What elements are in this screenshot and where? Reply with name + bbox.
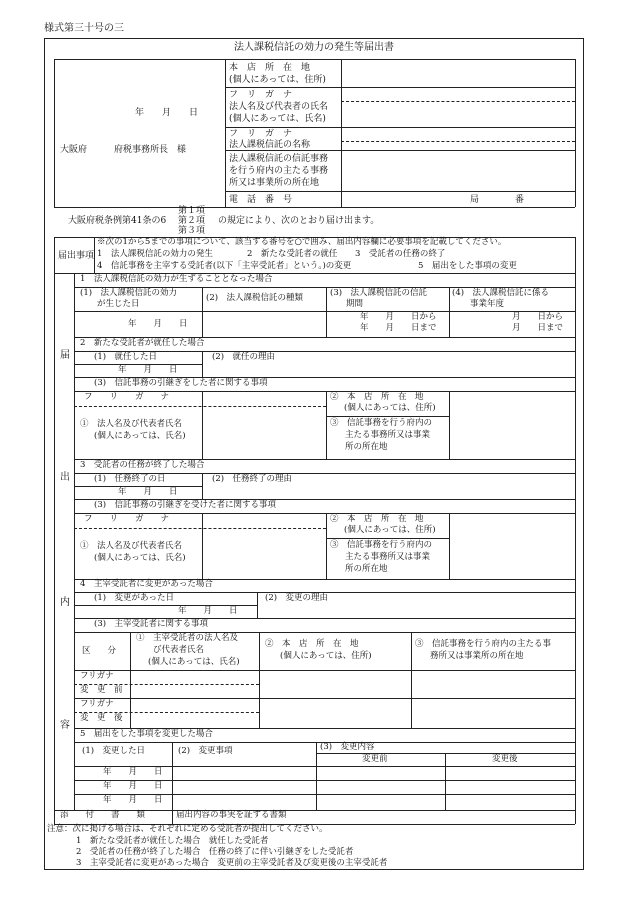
s2-name: ① 法人名及び代表者氏名 <box>80 419 183 429</box>
s4-h3b: 務所又は事業所の所在地 <box>430 651 524 661</box>
s3-name: ① 法人名及び代表者氏名 <box>80 541 183 551</box>
ordinance-item2: 第２項 <box>178 216 206 226</box>
s4-furigana-after: フリガナ <box>80 699 114 709</box>
s5-date-3: 年 月 日 <box>103 795 163 805</box>
s1-c3a: (3) 法人課税信託の信託 <box>330 288 428 298</box>
s2-office-1: ③ 信託事務を行う府内の <box>330 418 433 428</box>
form-title: 法人課税信託の効力の発生等届出書 <box>234 42 394 53</box>
s1-year-to: 月 日まで <box>512 323 564 333</box>
hq-address-label: 本 店 所 在 地 <box>229 63 311 73</box>
content-label-3: 内 <box>60 597 70 608</box>
matters-opt2: 2 新たな受託者の就任 <box>247 249 338 259</box>
s1-title: 1 法人課税信託の効力が生ずることとなった場合 <box>80 274 273 284</box>
s1-c4a: (4) 法人課税信託に係る <box>452 288 550 298</box>
s4-h2b: (個人にあっては、住所) <box>280 651 372 661</box>
trust-name-label: 法人課税信託の名称 <box>229 140 311 150</box>
s2-date: 年 月 日 <box>118 365 178 375</box>
s4-c3: (3) 主宰受託者に関する事項 <box>94 619 209 629</box>
s5-c2: (2) 変更事項 <box>178 746 233 756</box>
matters-label: 届出事項 <box>58 251 95 261</box>
s3-addr: ② 本 店 所 在 地 <box>330 514 424 524</box>
s2-name-note: (個人にあっては、氏名) <box>94 431 186 441</box>
s4-c2: (2) 変更の理由 <box>265 593 329 603</box>
s3-c3: (3) 信託事務の引継ぎを受けた者に関する事項 <box>94 500 277 510</box>
s2-addr-note: (個人にあっては、住所) <box>344 403 436 413</box>
s3-office-1: ③ 信託事務を行う府内の <box>330 540 433 550</box>
ordinance-prefix: 大阪府税条例第41条の6 <box>68 216 167 226</box>
s1-c1b: が生じた日 <box>97 299 140 309</box>
s4-furigana-before: フリガナ <box>80 671 114 681</box>
attach-value: 届出内容の事実を証する書類 <box>176 810 287 820</box>
s3-addr-note: (個人にあっては、住所) <box>344 525 436 535</box>
notes-head: 注意：次に掲げる場合は、それぞれに定める受託者が提出してください。 <box>47 824 328 834</box>
office-label-2: を行う府内の主たる事務 <box>229 166 329 176</box>
addressee: 大阪府 府税事務所長 様 <box>60 145 187 155</box>
s2-furigana: フ リ ガ ナ <box>84 392 170 402</box>
s3-name-note: (個人にあっては、氏名) <box>94 553 186 563</box>
s1-period-from: 年 月 日から <box>360 312 437 322</box>
hq-address-note: (個人にあっては、住所) <box>229 75 326 85</box>
s1-c2: (2) 法人課税信託の種類 <box>206 293 304 303</box>
s3-c2: (2) 任務終了の理由 <box>212 474 293 484</box>
s2-office-3: 所の所在地 <box>345 442 388 452</box>
note-2: 2 受託者の任務が終了した場合 任務の終了に伴い引継ぎをした受託者 <box>76 847 354 857</box>
s5-c3: (3) 変更内容 <box>320 742 375 752</box>
content-label-1: 届 <box>60 350 70 361</box>
note-3: 3 主宰受託者に変更があった場合 変更前の主宰受託者及び変更後の主宰受託者 <box>76 858 388 868</box>
matters-opt1: 1 法人課税信託の効力の発生 <box>97 249 213 259</box>
ordinance-suffix: の規定により、次のとおり届け出ます。 <box>218 216 380 226</box>
s5-before: 変更前 <box>362 754 388 764</box>
s3-c1: (1) 任務終了の日 <box>94 474 166 484</box>
s5-c1: (1) 変更した日 <box>82 746 146 756</box>
note-1: 1 新たな受託者が就任した場合 就任した受託者 <box>76 836 269 846</box>
furigana2-label: フ リ ガ ナ <box>229 129 293 139</box>
office-label-3: 所又は事業所の所在地 <box>229 178 320 188</box>
s5-date-1: 年 月 日 <box>103 767 163 777</box>
ordinance-item1: 第１項 <box>178 206 206 216</box>
s2-c1: (1) 就任した日 <box>94 352 158 362</box>
s4-after: 変 更 後 <box>80 713 123 723</box>
s1-year-from: 月 日から <box>512 312 564 322</box>
matters-opt5: 5 届出をした事項の変更 <box>418 261 517 271</box>
name-rep-label: 法人名及び代表者の氏名 <box>229 102 329 112</box>
s4-before: 変 更 前 <box>80 685 123 695</box>
s4-h2a: ② 本 店 所 在 地 <box>265 639 359 649</box>
s4-h1b: び代表者氏名 <box>153 645 205 655</box>
s3-office-3: 所の所在地 <box>345 564 388 574</box>
s4-h3a: ③ 信託事務を行う府内の主たる事 <box>415 639 552 649</box>
content-label-2: 出 <box>60 472 70 483</box>
s5-date-2: 年 月 日 <box>103 781 163 791</box>
s4-title: 4 主宰受託者に変更があった場合 <box>80 579 213 589</box>
s3-date: 年 月 日 <box>118 487 178 497</box>
matters-opt3: 3 受託者の任務の終了 <box>355 249 446 259</box>
s4-h1c: (個人にあっては、氏名) <box>148 657 240 667</box>
s5-after: 変更後 <box>492 754 518 764</box>
s1-date: 年 月 日 <box>128 319 188 329</box>
s3-title: 3 受託者の任務が終了した場合 <box>80 460 205 470</box>
s3-office-2: 主たる事務所又は事業 <box>345 552 431 562</box>
s2-office-2: 主たる事務所又は事業 <box>345 430 431 440</box>
matters-opt4: 4 信託事務を主宰する受託者(以下「主宰受託者」という。)の変更 <box>97 261 352 271</box>
office-label-1: 法人課税信託の信託事務 <box>229 154 329 164</box>
exchange-label: 局 番 <box>470 195 525 205</box>
s1-c4b: 事業年度 <box>470 299 505 309</box>
furigana-label: フ リ ガ ナ <box>229 90 293 100</box>
s5-title: 5 届出をした事項を変更した場合 <box>80 729 213 739</box>
matters-note: ※次の1から5までの事項について、該当する番号を○で囲み、届出内容欄に必要事項を記載してください。 <box>97 237 507 247</box>
s2-c3: (3) 信託事務の引継ぎをした者に関する事項 <box>94 378 268 388</box>
phone-label: 電 話 番 号 <box>229 195 293 205</box>
s1-c1a: (1) 法人課税信託の効力 <box>80 288 178 298</box>
s2-title: 2 新たな受託者が就任した場合 <box>80 338 205 348</box>
s4-c1: (1) 変更があった日 <box>94 593 174 603</box>
ordinance-item3: 第３項 <box>178 226 206 236</box>
s2-addr: ② 本 店 所 在 地 <box>330 392 424 402</box>
s1-c3b: 期間 <box>346 299 364 309</box>
s4-date: 年 月 日 <box>178 606 238 616</box>
s4-division: 区 分 <box>82 646 117 656</box>
s1-period-to: 年 月 日まで <box>360 323 437 333</box>
s3-furigana: フ リ ガ ナ <box>84 514 170 524</box>
s2-c2: (2) 就任の理由 <box>212 352 276 362</box>
date-label: 年 月 日 <box>135 108 199 118</box>
attach-label: 添 付 書 類 <box>60 810 146 820</box>
s4-h1a: ① 主宰受託者の法人名及 <box>136 633 239 643</box>
content-label-4: 容 <box>60 720 70 731</box>
form-code: 様式第三十号の三 <box>44 23 124 34</box>
name-rep-note: (個人にあっては、氏名) <box>229 114 326 124</box>
